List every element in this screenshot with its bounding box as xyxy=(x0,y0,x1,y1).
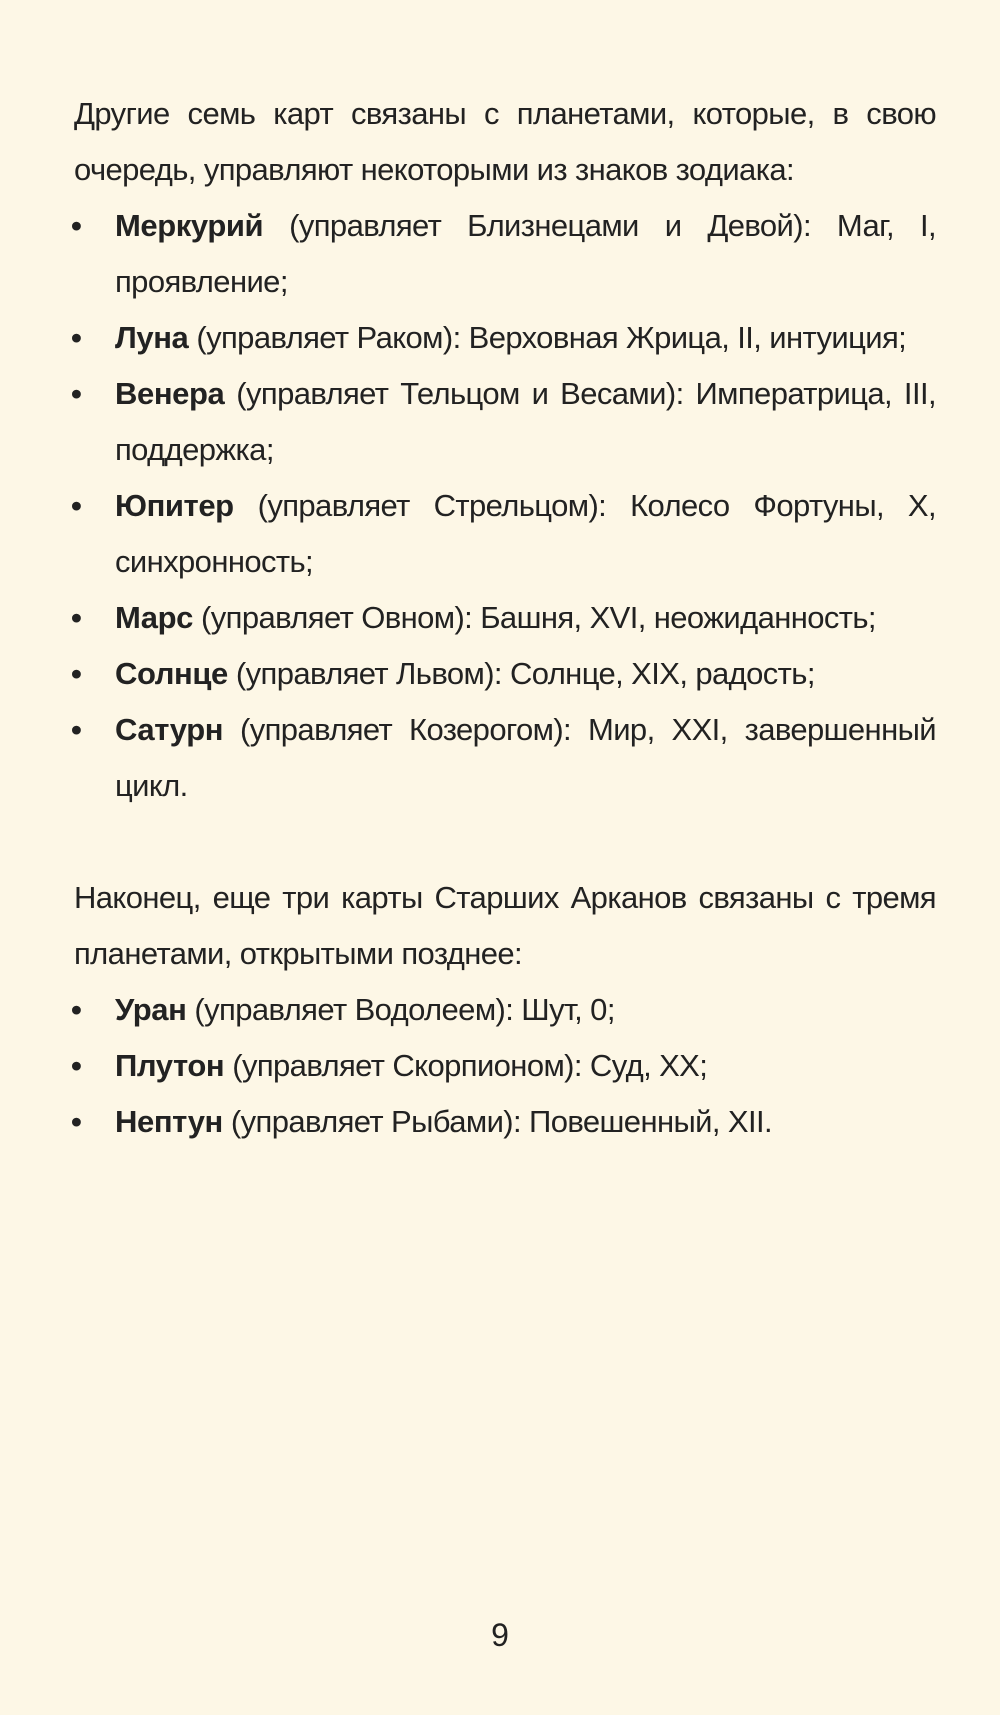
bullet: • xyxy=(71,656,82,691)
bullet: • xyxy=(71,488,82,523)
bullet: • xyxy=(71,320,82,355)
list-item xyxy=(71,198,936,310)
list-item xyxy=(71,646,936,702)
planet-name: Сатурн xyxy=(115,712,224,747)
planet-list xyxy=(71,198,936,814)
list-item xyxy=(71,590,936,646)
list-item xyxy=(71,702,936,814)
list-item xyxy=(71,1094,936,1150)
planet-name: Луна xyxy=(115,320,189,355)
planet-name: Солнце xyxy=(115,656,228,691)
planet-name: Плутон xyxy=(115,1048,225,1083)
planet-name: Уран xyxy=(115,992,187,1027)
section-gap xyxy=(74,814,936,870)
planet-description: (управляет Близнецами и Девой): Маг, I, проявление; xyxy=(115,208,936,299)
planet-description: (управляет Овном): Башня, XVI, неожиданность; xyxy=(193,600,876,635)
planet-name: Юпитер xyxy=(115,488,234,523)
bullet: • xyxy=(71,712,82,747)
planet-name: Нептун xyxy=(115,1104,223,1139)
planet-description: (управляет Водолеем): Шут, 0; xyxy=(186,992,615,1027)
bullet: • xyxy=(71,1104,82,1139)
bullet: • xyxy=(71,992,82,1027)
list-item xyxy=(71,366,936,478)
planet-description: (управляет Львом): Солнце, XIX, радость; xyxy=(227,656,815,691)
bullet: • xyxy=(71,208,82,243)
page-content xyxy=(71,86,936,1150)
planet-name: Венера xyxy=(115,376,225,411)
list-item xyxy=(71,982,936,1038)
planet-description: (управляет Тельцом и Весами): Императрица, III, поддержка; xyxy=(115,376,936,467)
bullet: • xyxy=(71,600,82,635)
planet-description: (управляет Козерогом): Мир, XXI, завершенный цикл. xyxy=(115,712,936,803)
list-item xyxy=(71,310,936,366)
planet-name: Меркурий xyxy=(115,208,264,243)
planet-description: (управляет Раком): Верховная Жрица, II, интуиция; xyxy=(188,320,907,355)
planet-name: Марс xyxy=(115,600,194,635)
bullet: • xyxy=(71,1048,82,1083)
planet-list xyxy=(71,982,936,1150)
page-number: 9 xyxy=(491,1617,509,1653)
planet-description: (управляет Рыбами): Повешенный, XII. xyxy=(222,1104,773,1139)
bullet: • xyxy=(71,376,82,411)
list-item xyxy=(71,478,936,590)
planet-description: (управляет Стрельцом): Колесо Фортуны, X, синхронность; xyxy=(115,488,936,579)
intro-paragraph: Другие семь карт связаны с планетами, которые, в свою очередь, управляют некоторыми из знаков зодиака: xyxy=(74,96,936,187)
intro-paragraph: Наконец, еще три карты Старших Арканов связаны с тремя планетами, открытыми позднее: xyxy=(74,880,936,971)
planet-description: (управляет Скорпионом): Суд, XX; xyxy=(224,1048,708,1083)
list-item xyxy=(71,1038,936,1094)
